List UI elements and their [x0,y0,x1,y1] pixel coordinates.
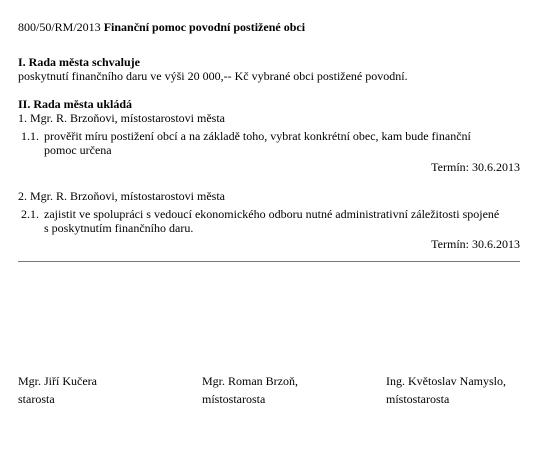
signature-role: místostarosta [202,392,266,406]
section-2-heading: II. Rada města ukládá [18,97,133,111]
signature-block-deputy-1 [202,374,298,406]
item-2-deadline: Termín: 30.6.2013 [431,237,520,251]
resolution-header [18,20,305,34]
section-1-heading: I. Rada města schvaluje [18,55,140,69]
item-2-task-line-2: s poskytnutím finančního daru. [44,221,194,235]
item-1-assignee: 1. Mgr. R. Brzoňovi, místostarostovi města [18,111,225,125]
item-1-deadline: Termín: 30.6.2013 [431,160,520,174]
item-2-task-line-1: zajistit ve spolupráci s vedoucí ekonomického odboru nutné administrativní záležitosti spojené [44,207,500,221]
resolution-title: Finanční pomoc povodní postižené obci [103,20,306,34]
signature-role: místostarosta [386,392,450,406]
signature-block-deputy-2 [386,374,506,406]
item-2-task-number: 2.1. [21,207,39,221]
signature-role: starosta [18,392,55,406]
item-1-task-number: 1.1. [21,129,39,143]
item-2-assignee: 2. Mgr. R. Brzoňovi, místostarostovi města [18,189,225,203]
signature-block-mayor [18,374,97,406]
item-1-task-line-1: prověřit míru postižení obcí a na základě toho, vybrat konkrétní obec, kam bude finanční [44,129,471,143]
signature-name: Mgr. Roman Brzoň, [202,374,298,388]
resolution-number: 800/50/RM/2013 [18,20,101,34]
signature-name: Mgr. Jiří Kučera [18,374,97,388]
item-1-task-line-2: pomoc určena [44,143,112,157]
signature-name: Ing. Květoslav Namyslo, [386,374,506,388]
section-1-text: poskytnutí finančního daru ve výši 20 000,-- Kč vybrané obci postižené povodní. [18,69,408,83]
section-divider [18,261,520,262]
